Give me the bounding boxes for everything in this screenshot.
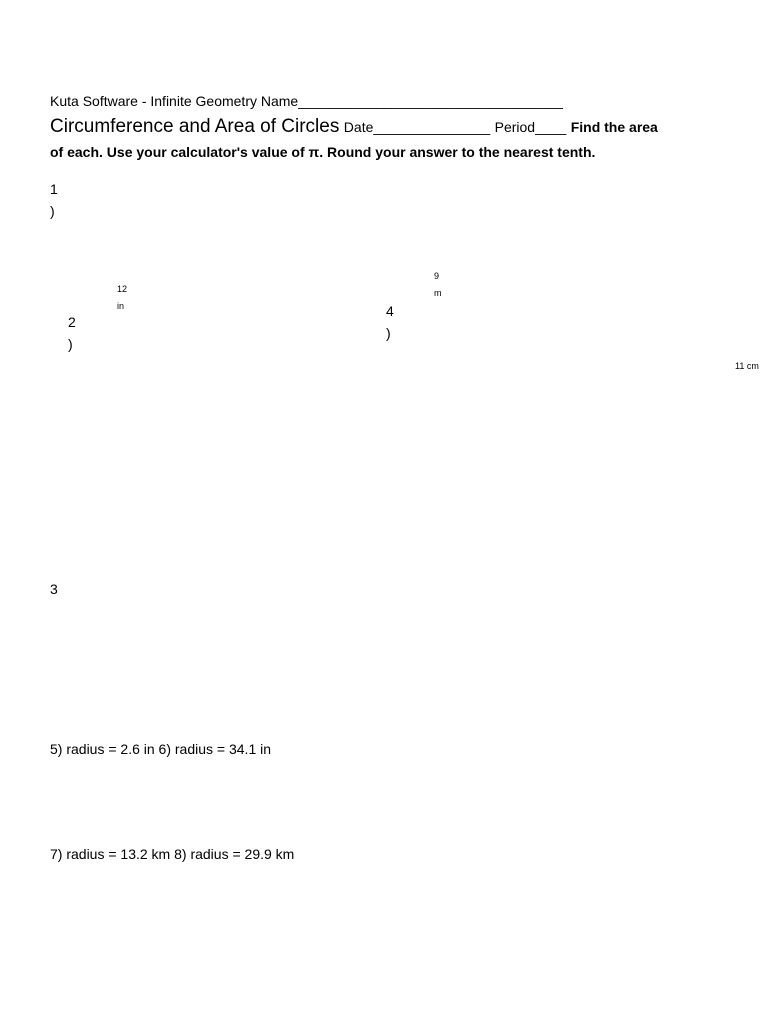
diagram-1-value: 12 bbox=[117, 284, 128, 294]
name-blank: __________________________________ bbox=[298, 93, 563, 109]
date-label: Date bbox=[343, 119, 374, 135]
problem-4-paren: ) bbox=[386, 325, 391, 341]
problem-1-paren: ) bbox=[50, 203, 55, 219]
problem-2-number: 2 bbox=[68, 314, 76, 330]
diagram-1-label bbox=[117, 281, 127, 315]
diagram-4-unit: m bbox=[434, 288, 442, 298]
diagram-4-value: 9 bbox=[434, 271, 440, 281]
problems-7-8-row: 7) radius = 13.2 km 8) radius = 29.9 km bbox=[50, 846, 295, 862]
problem-2-label bbox=[68, 311, 76, 355]
title-row bbox=[50, 116, 658, 138]
instruction-part2: of each. Use your calculator's value of π. Round your answer to the nearest tenth. bbox=[50, 144, 596, 160]
problem-3-number: 3 bbox=[50, 581, 58, 597]
problems-5-6-row: 5) radius = 2.6 in 6) radius = 34.1 in bbox=[50, 741, 272, 757]
worksheet-title: Circumference and Area of Circles bbox=[50, 116, 340, 137]
problem-1-label bbox=[50, 178, 58, 222]
period-label: Period bbox=[494, 119, 536, 135]
problem-1-number: 1 bbox=[50, 181, 58, 197]
diagram-1-unit: in bbox=[117, 301, 125, 311]
diagram-3-label: 11 cm bbox=[735, 361, 759, 371]
problem-2-paren: ) bbox=[68, 336, 73, 352]
worksheet-header bbox=[50, 93, 563, 109]
period-blank: ____ bbox=[535, 119, 567, 135]
diagram-4-label bbox=[434, 268, 442, 302]
problem-4-label bbox=[386, 300, 394, 344]
problem-4-number: 4 bbox=[386, 303, 394, 319]
instruction-part1: Find the area bbox=[570, 119, 658, 135]
header-text: Kuta Software - Infinite Geometry Name bbox=[50, 93, 299, 109]
date-blank: _______________ bbox=[373, 119, 491, 135]
